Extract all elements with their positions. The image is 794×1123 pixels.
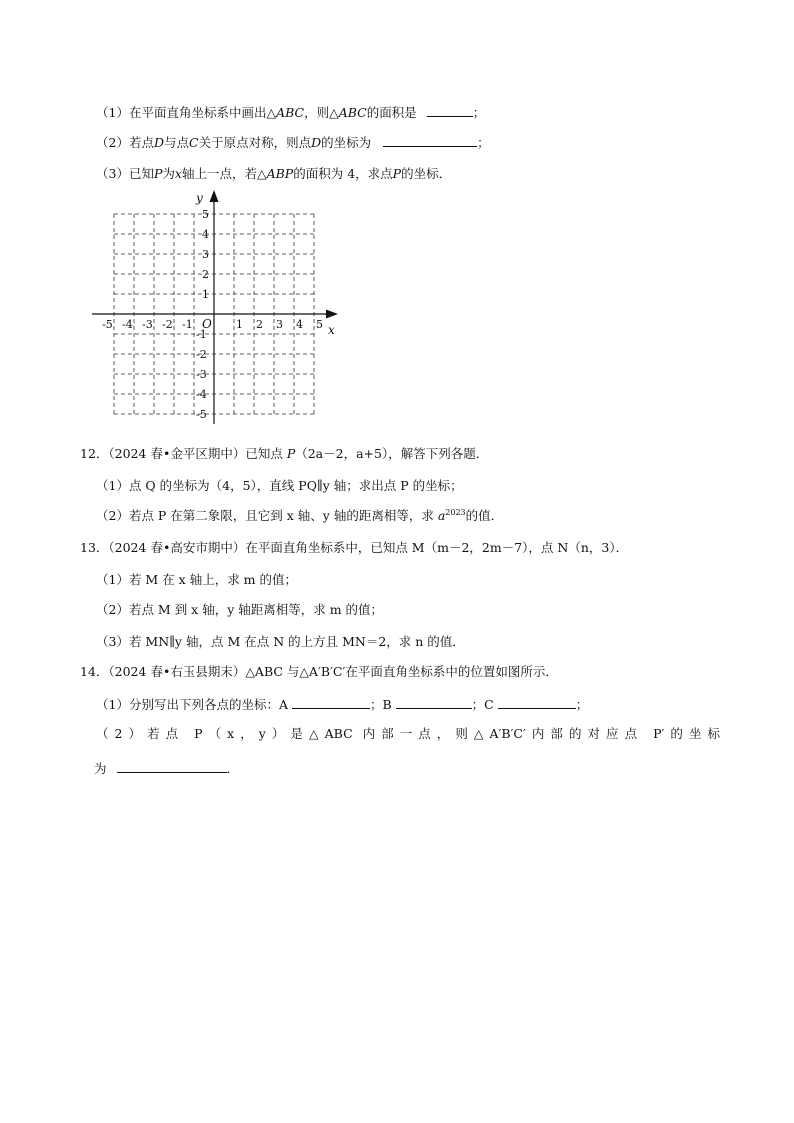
q14-part1 [96, 696, 588, 713]
q11-part1-prefix: （1）在平面直角坐标系中画出 [96, 105, 267, 120]
q11-part2-D: D [153, 135, 164, 150]
q12-part2-suffix: 的值． [465, 508, 504, 523]
x-tick-label: 4 [296, 318, 303, 331]
y-tick-label: 1 [202, 288, 209, 301]
q11-part1-end: ； [472, 105, 486, 120]
q11-part3 [96, 166, 451, 182]
q11-part3-mid3: 的面积为 4，求点 [293, 166, 393, 181]
x-tick-label: -5 [102, 318, 113, 331]
y-tick-label: -2 [196, 348, 207, 361]
y-tick-label: 3 [202, 248, 209, 261]
q11-part1 [96, 104, 485, 121]
x-tick-label: 5 [316, 318, 323, 331]
q11-part3-P: P [153, 166, 163, 181]
q12-header [80, 446, 488, 462]
q13-part2: （2）若点 M 到 x 轴，y 轴距离相等，求 m 的值； [96, 602, 384, 617]
q11-part1-suffix: 的面积是 [366, 105, 417, 120]
coordinate-grid [92, 188, 344, 424]
q14-answer-blank-C[interactable] [498, 696, 576, 709]
x-axis-arrow [326, 310, 338, 319]
q11-part2-end: ； [477, 135, 490, 150]
q11-part3-x: x [174, 166, 182, 181]
q12-part2-prefix: （2）若点 P 在第二象限，且它到 x 轴、y 轴的距离相等，求 [96, 508, 434, 523]
x-tick-label: -4 [122, 318, 133, 331]
x-tick-label: 3 [276, 318, 283, 331]
q14-part2-answer-blank[interactable] [117, 760, 227, 773]
y-tick-label: -5 [196, 408, 207, 421]
q14-part1-prefix: （1）分别写出下列各点的坐标：A [96, 697, 288, 712]
q13-part3: （3）若 MN∥y 轴，点 M 在点 N 的上方且 MN＝2，求 n 的值． [96, 634, 465, 649]
q11-part2-C: C [189, 135, 199, 150]
origin-label: O [202, 317, 212, 331]
x-tick-label: 2 [256, 318, 263, 331]
q12-part2-a: a [437, 508, 446, 523]
q14-part1-C: ；C [471, 697, 494, 712]
q14-part2-line2-prefix: 为 [94, 761, 107, 776]
q11-part2-mid2: 关于原点对称，则点 [198, 135, 312, 150]
q14-answer-blank-A[interactable] [292, 696, 370, 709]
q11-part2-D2: D [311, 135, 322, 150]
q12-point-P: P [286, 446, 296, 461]
q14-part1-end: ； [575, 697, 589, 712]
q12-part2-exponent: 2023 [445, 507, 466, 517]
q13-header: 13．（2024 春•高安市期中）在平面直角坐标系中，已知点 M（m－2，2m－7），点 N（n，3）． [80, 540, 629, 555]
q11-part1-tri2: △ABC [329, 105, 367, 120]
y-tick-label: 4 [202, 228, 209, 241]
q11-part2-answer-blank[interactable] [383, 134, 477, 147]
y-tick-label: -4 [196, 388, 207, 401]
q11-part3-tri: △ABP [256, 166, 294, 181]
q11-part1-answer-blank[interactable] [427, 104, 473, 117]
q11-part3-mid2: 轴上一点，若 [181, 166, 257, 181]
x-axis-label: x [328, 323, 335, 337]
q14-header: 14．（2024 春•右玉县期末）△ABC 与△A′B′C′在平面直角坐标系中的位置如图所示． [80, 664, 558, 679]
q11-part2 [96, 134, 490, 151]
x-tick-label: -3 [142, 318, 153, 331]
q11-part3-suffix: 的坐标． [401, 166, 452, 181]
y-tick-label: -3 [196, 368, 207, 381]
q14-part2-line2-end: ． [226, 761, 240, 776]
q11-part1-tri1: △ABC [266, 105, 305, 120]
x-tick-label: 1 [236, 318, 243, 331]
q11-part1-mid: ，则 [304, 105, 330, 120]
q12-coords: （2a－2，a+5），解答下列各题． [295, 446, 489, 461]
q11-part3-P2: P [392, 166, 402, 181]
y-axis-arrow [210, 190, 219, 202]
q11-part3-prefix: （3）已知 [96, 166, 154, 181]
x-tick-label: -2 [162, 318, 173, 331]
q13-part1: （1）若 M 在 x 轴上，求 m 的值； [96, 572, 297, 587]
y-axis-label: y [196, 191, 203, 205]
q11-part3-mid1: 为 [162, 166, 175, 181]
y-tick-label: 2 [202, 268, 209, 281]
coordinate-grid-figure [92, 188, 344, 424]
q12-part2 [96, 508, 503, 524]
y-tick-label: -1 [196, 328, 207, 341]
q11-part2-suffix: 的坐标为 [321, 135, 372, 150]
q14-part2-line1: （2）若点 P（x，y）是△ABC 内部一点，则△A′B′C′内部的对应点 P′的坐标 [96, 726, 720, 741]
q14-part1-B: ；B [369, 697, 392, 712]
q14-answer-blank-B[interactable] [396, 696, 472, 709]
q14-part2-line2 [94, 760, 239, 777]
q11-part2-mid1: 与点 [163, 135, 189, 150]
q12-part1: （1）点 Q 的坐标为（4，5），直线 PQ∥y 轴；求出点 P 的坐标； [96, 478, 463, 493]
q12-header-text: 12．（2024 春•金平区期中）已知点 [80, 446, 283, 461]
q11-part2-prefix: （2）若点 [96, 135, 154, 150]
y-tick-label: 5 [202, 208, 209, 221]
x-tick-label: -1 [182, 318, 193, 331]
